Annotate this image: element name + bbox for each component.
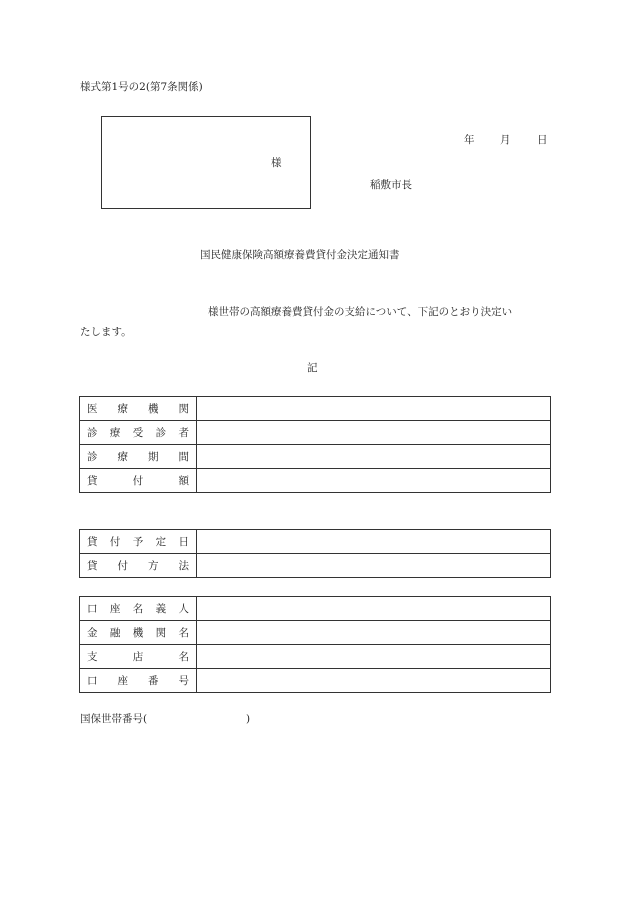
label-char: 方 — [148, 560, 159, 572]
label-char: 貸 — [87, 560, 98, 572]
label-char: 融 — [109, 627, 121, 639]
label-char: 付 — [109, 536, 121, 548]
label-char: 金 — [87, 627, 98, 639]
document-title: 国民健康保険高額療養費貸付金決定通知書 — [200, 249, 400, 261]
label-char: 名 — [132, 603, 144, 615]
table-row — [80, 645, 551, 669]
label-char: 法 — [178, 560, 189, 572]
body-line-2: たします。 — [80, 326, 132, 338]
label-char: 名 — [178, 651, 189, 663]
row-value-field[interactable] — [197, 445, 551, 469]
label-char: 療 — [117, 403, 128, 415]
label-char: 人 — [178, 603, 189, 615]
form-number: 様式第1号の2(第7条関係) — [80, 81, 203, 93]
table-row — [80, 469, 551, 493]
label-char: 診 — [155, 427, 167, 439]
date-month: 月 — [500, 134, 511, 146]
household-number-label: 国保世帯番号( — [80, 713, 148, 725]
row-value-field[interactable] — [197, 645, 551, 669]
label-char: 義 — [155, 603, 167, 615]
ki-heading: 記 — [307, 362, 318, 374]
row-label — [80, 621, 197, 645]
label-char: 医 — [87, 403, 98, 415]
label-char: 座 — [109, 603, 121, 615]
label-char: 支 — [87, 651, 98, 663]
label-char: 関 — [178, 403, 189, 415]
row-value-field[interactable] — [197, 397, 551, 421]
row-value-field[interactable] — [197, 669, 551, 693]
row-label — [80, 554, 197, 578]
address-honorific: 様 — [271, 157, 282, 169]
label-char: 口 — [87, 675, 98, 687]
table-row — [80, 530, 551, 554]
row-label — [80, 645, 197, 669]
row-label — [80, 469, 197, 493]
household-number-close: ) — [246, 713, 251, 725]
row-label — [80, 421, 197, 445]
label-char: 機 — [132, 627, 144, 639]
row-value-field[interactable] — [197, 421, 551, 445]
label-char: 予 — [132, 536, 144, 548]
table-row — [80, 421, 551, 445]
label-char: 療 — [117, 451, 128, 463]
date-day: 日 — [537, 134, 548, 146]
table-row — [80, 621, 551, 645]
label-char: 診 — [87, 427, 98, 439]
row-value-field[interactable] — [197, 469, 551, 493]
label-char: 日 — [178, 536, 189, 548]
issuer: 稲敷市長 — [370, 179, 412, 191]
row-label — [80, 397, 197, 421]
bank-account-table — [79, 596, 551, 693]
label-char: 口 — [87, 603, 98, 615]
row-label — [80, 597, 197, 621]
label-char: 額 — [178, 475, 189, 487]
row-value-field[interactable] — [197, 530, 551, 554]
label-char: 番 — [148, 675, 159, 687]
row-label — [80, 445, 197, 469]
row-value-field[interactable] — [197, 597, 551, 621]
label-char: 店 — [132, 651, 144, 663]
label-char: 貸 — [87, 475, 98, 487]
table-row — [80, 597, 551, 621]
label-char: 付 — [132, 475, 144, 487]
row-label — [80, 669, 197, 693]
table-row — [80, 445, 551, 469]
row-value-field[interactable] — [197, 621, 551, 645]
label-char: 座 — [117, 675, 128, 687]
label-char: 関 — [155, 627, 167, 639]
label-char: 受 — [132, 427, 144, 439]
label-char: 診 — [87, 451, 98, 463]
row-label — [80, 530, 197, 554]
label-char: 定 — [155, 536, 167, 548]
label-char: 期 — [148, 451, 159, 463]
body-line-1: 様世帯の高額療養費貸付金の支給について、下記のとおり決定い — [208, 306, 513, 318]
label-char: 者 — [178, 427, 189, 439]
date-year: 年 — [464, 134, 475, 146]
label-char: 機 — [148, 403, 159, 415]
label-char: 号 — [178, 675, 189, 687]
row-value-field[interactable] — [197, 554, 551, 578]
label-char: 貸 — [87, 536, 98, 548]
label-char: 間 — [178, 451, 189, 463]
loan-details-table — [79, 396, 551, 493]
label-char: 名 — [178, 627, 189, 639]
label-char: 付 — [117, 560, 128, 572]
table-row — [80, 397, 551, 421]
label-char: 療 — [109, 427, 121, 439]
loan-schedule-table — [79, 529, 551, 578]
table-row — [80, 669, 551, 693]
table-row — [80, 554, 551, 578]
